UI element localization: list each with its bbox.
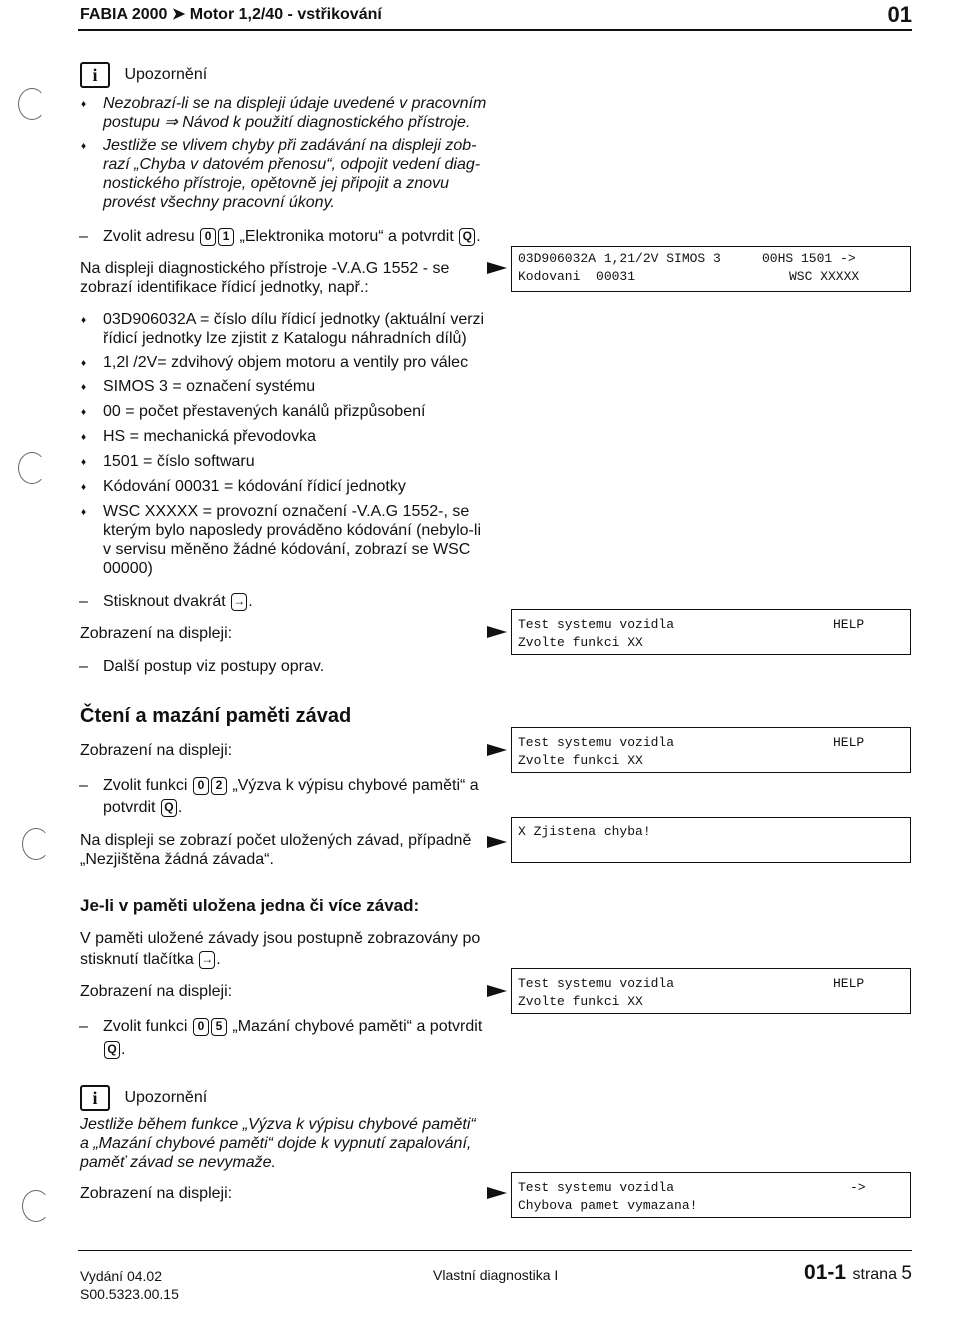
display-test-system: Test systemu vozidla HELP Zvolte funkci XX xyxy=(511,968,911,1014)
arrow-right-icon xyxy=(487,626,507,638)
step-press-twice: – Stisknout dvakrát → . xyxy=(103,592,253,611)
arrow-right-icon xyxy=(487,744,507,756)
key-1: 1 xyxy=(218,228,234,246)
info-icon: i xyxy=(80,62,110,88)
punch-hole-mark xyxy=(22,1190,50,1222)
arrow-right-icon xyxy=(487,836,507,848)
punch-hole-mark xyxy=(18,88,46,120)
header-rule xyxy=(78,29,912,31)
ident-bullet: ♦ Kódování 00031 = kódování řídicí jednotky xyxy=(103,477,406,496)
note-bullet: ♦ Nezobrazí-li se na displeji údaje uvedené v pracovním postupu ⇒ Návod k použití diagnostického přístroje. xyxy=(103,94,503,132)
key-0: 0 xyxy=(193,1018,209,1036)
display-label: Zobrazení na displeji: xyxy=(80,742,233,759)
note-heading xyxy=(80,62,207,88)
key-0: 0 xyxy=(200,228,216,246)
ident-bullet: ♦ 00 = počet přestavených kanálů přizpůsobení xyxy=(103,402,425,421)
punch-hole-mark xyxy=(22,828,50,860)
arrow-right-icon xyxy=(487,262,507,274)
display-test-system: Test systemu vozidla HELP Zvolte funkci XX xyxy=(511,727,911,773)
ident-bullet: ♦ 1501 = číslo softwaru xyxy=(103,452,255,471)
arrow-right-icon xyxy=(487,985,507,997)
note-title: Upozornění xyxy=(124,66,208,84)
faults-text: Na displeji se zobrazí počet uložených závad, případně „Nezjištěna žádná závada“. xyxy=(80,832,472,868)
ident-bullet: ♦ 03D906032A = číslo dílu řídicí jednotky (aktuální verzi řídicí jednotky lze zjistit z Katalogu náhradních dílů) xyxy=(103,310,503,348)
key-arrow-right: → xyxy=(231,593,247,611)
step-select-function-05: – Zvolit funkci 0 5 „Mazání chybové paměti“ a potvrdit Q . xyxy=(103,1017,503,1059)
ident-bullet: ♦ WSC XXXXX = provozní označení -V.A.G 1552-, se kterým bylo naposledy prováděno kódování (nebylo-li v servisu měněno žádné kódování, zobrazí se WSC 00000) xyxy=(103,502,503,578)
punch-hole-mark xyxy=(18,452,46,484)
section-title-stored-faults: Je-li v paměti uložena jedna či více závad: xyxy=(80,896,420,915)
section-title-read-erase: Čtení a mazání paměti závad xyxy=(80,705,352,727)
step-select-address: – Zvolit adresu 0 1 „Elektronika motoru“ a potvrdit Q . xyxy=(103,227,523,246)
note-heading xyxy=(80,1085,207,1111)
note-title: Upozornění xyxy=(124,1089,208,1107)
key-5: 5 xyxy=(211,1018,227,1036)
display-memory-erased: Test systemu vozidla -> Chybova pamet vymazana! xyxy=(511,1172,911,1218)
key-q: Q xyxy=(104,1041,120,1059)
note-bullet: ♦ Jestliže se vlivem chyby při zadávání na displeji zob- razí „Chyba v datovém přenosu“, odpojit vedení diag- nostického přístroje, opětovně jej připojit a znovu provést všechny pracovní úkony. xyxy=(103,136,503,212)
note-text: Jestliže během funkce „Výzva k výpisu chybové paměti“ a „Mazání chybové paměti“ dojde k vypnutí zapalování, paměť závad se nevymaže. xyxy=(80,1116,476,1171)
display-label: Zobrazení na displeji: xyxy=(80,1185,233,1202)
arrow-right-icon xyxy=(487,1187,507,1199)
ident-bullet: ♦ 1,2l /2V= zdvihový objem motoru a ventily pro válec xyxy=(103,353,468,372)
display-label: Zobrazení na displeji: xyxy=(80,983,233,1000)
stored-text: V paměti uložené závady jsou postupně zobrazovány po stisknutí tlačítka → . xyxy=(80,930,481,968)
footer-page: 01-1 strana 5 xyxy=(804,1261,912,1284)
ident-bullet: ♦ HS = mechanická převodovka xyxy=(103,427,316,446)
footer-rule xyxy=(78,1250,912,1251)
key-q: Q xyxy=(459,228,475,246)
key-arrow-right: → xyxy=(199,951,215,969)
info-icon: i xyxy=(80,1085,110,1111)
step-select-function-02: – Zvolit funkci 0 2 „Výzva k výpisu chybové paměti“ a potvrdit Q . xyxy=(103,776,503,817)
footer-edition: Vydání 04.02 S00.5323.00.15 xyxy=(80,1268,179,1302)
step-next-procedure: – Další postup viz postupy oprav. xyxy=(103,657,324,676)
ident-text: Na displeji diagnostického přístroje -V.A.G 1552 - se zobrazí identifikace řídicí jednotky, např.: xyxy=(80,260,450,296)
key-0: 0 xyxy=(193,777,209,795)
display-test-system: Test systemu vozidla HELP Zvolte funkci XX xyxy=(511,609,911,655)
footer-center-title: Vlastní diagnostika I xyxy=(433,1267,559,1283)
header-title: FABIA 2000 ➤ Motor 1,2/40 - vstřikování xyxy=(80,6,382,23)
key-q: Q xyxy=(161,799,177,817)
display-fault-found: X Zjistena chyba! xyxy=(511,817,911,863)
display-ident: 03D906032A 1,21/2V SIMOS 3 00HS 1501 -> Kodovani 00031 WSC XXXXX xyxy=(511,246,911,292)
key-2: 2 xyxy=(211,777,227,795)
header-section-number: 01 xyxy=(887,2,912,27)
ident-bullet: ♦ SIMOS 3 = označení systému xyxy=(103,377,315,396)
display-label: Zobrazení na displeji: xyxy=(80,625,233,642)
